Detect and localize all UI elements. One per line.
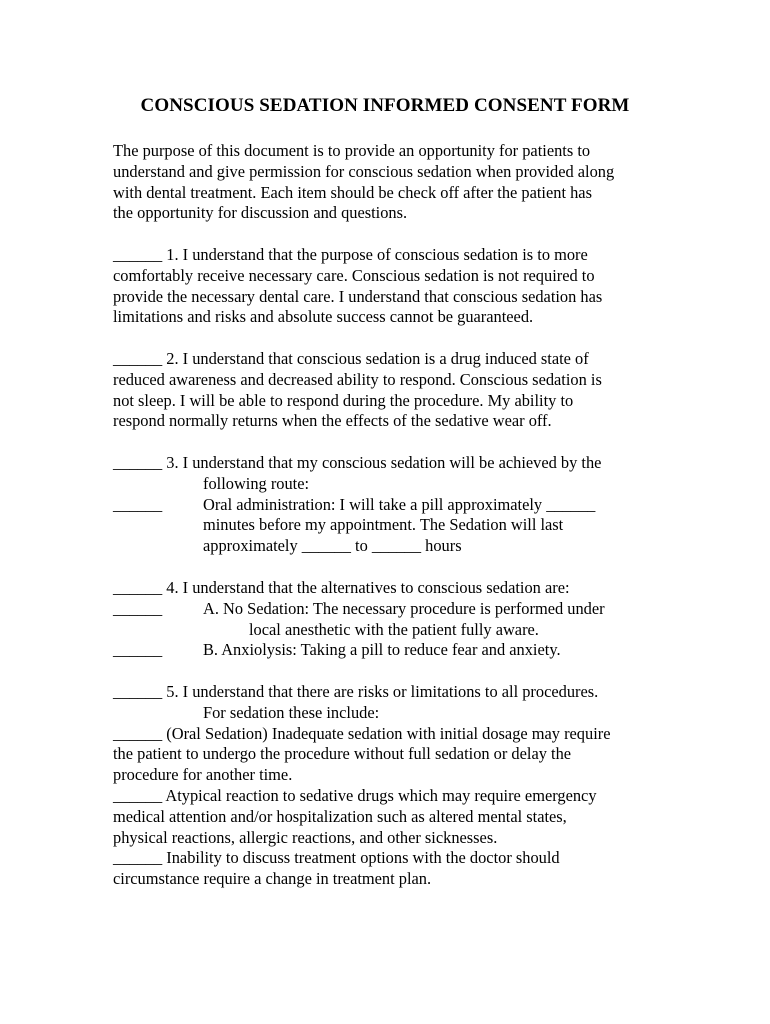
consent-item-3 [113,453,673,557]
item-3-line: ______ 3. I understand that my conscious sedation will be achieved by the [113,453,602,472]
item-1-line: ______ 1. I understand that the purpose of conscious sedation is to more [113,245,588,264]
intro-line: The purpose of this document is to provide an opportunity for patients to [113,141,591,160]
item-5-line: ______ 5. I understand that there are risks or limitations to all procedures. [113,682,599,701]
item-3-line: approximately ______ to ______ hours [203,536,462,556]
consent-item-2 [113,349,673,432]
intro-line: understand and give permission for conscious sedation when provided along [113,161,615,181]
no-sedation-text: A. No Sedation: The necessary procedure is performed under [203,598,605,618]
item-2-line: ______ 2. I understand that conscious sedation is a drug induced state of [113,349,589,368]
item-2-line: reduced awareness and decreased ability to respond. Conscious sedation is [113,369,602,389]
item-5-line: circumstance require a change in treatment plan. [113,869,432,889]
item-5-line: procedure for another time. [113,765,293,785]
item-5-line: ______ (Oral Sedation) Inadequate sedation with initial dosage may require [113,723,611,743]
oral-admin-text: Oral administration: I will take a pill approximately ______ [203,494,596,514]
item-5-line: ______ Inability to discuss treatment options with the doctor should [113,848,560,868]
item-5-line: ______ Atypical reaction to sedative drugs which may require emergency [113,785,597,805]
consent-item-1 [113,245,673,328]
item-5-line: medical attention and/or hospitalization such as altered mental states, [113,806,567,826]
consent-item-4 [113,578,673,661]
oral-admin-checkbox-blank[interactable]: ______ [113,494,163,514]
item-2-line: respond normally returns when the effects of the sedative wear off. [113,411,552,431]
intro-line: with dental treatment. Each item should be check off after the patient has [113,182,592,202]
item-5-line: For sedation these include: [203,702,380,722]
item-4-line: local anesthetic with the patient fully aware. [249,619,539,639]
form-title: CONSCIOUS SEDATION INFORMED CONSENT FORM [140,95,630,116]
item-2-line: not sleep. I will be able to respond during the procedure. My ability to [113,390,574,410]
item-5-line: the patient to undergo the procedure without full sedation or delay the [113,744,572,764]
item-3-oral-line [113,495,673,516]
item-4-option-a [113,599,673,620]
item-1-line: comfortably receive necessary care. Conscious sedation is not required to [113,265,595,285]
item-4-line: ______ 4. I understand that the alternatives to conscious sedation are: [113,578,570,597]
intro-line: the opportunity for discussion and questions. [113,203,408,223]
item-4-option-b [113,640,673,661]
item-1-line: provide the necessary dental care. I understand that conscious sedation has [113,286,603,306]
anxiolysis-text: B. Anxiolysis: Taking a pill to reduce fear and anxiety. [203,640,561,660]
intro-paragraph [113,141,673,224]
consent-item-5 [113,682,673,890]
item-1-line: limitations and risks and absolute success cannot be guaranteed. [113,307,534,327]
item-3-line: minutes before my appointment. The Sedation will last [203,515,564,535]
no-sedation-checkbox-blank[interactable]: ______ [113,598,163,618]
anxiolysis-checkbox-blank[interactable]: ______ [113,640,163,660]
item-5-line: physical reactions, allergic reactions, and other sicknesses. [113,827,498,847]
item-3-line: following route: [203,473,310,493]
